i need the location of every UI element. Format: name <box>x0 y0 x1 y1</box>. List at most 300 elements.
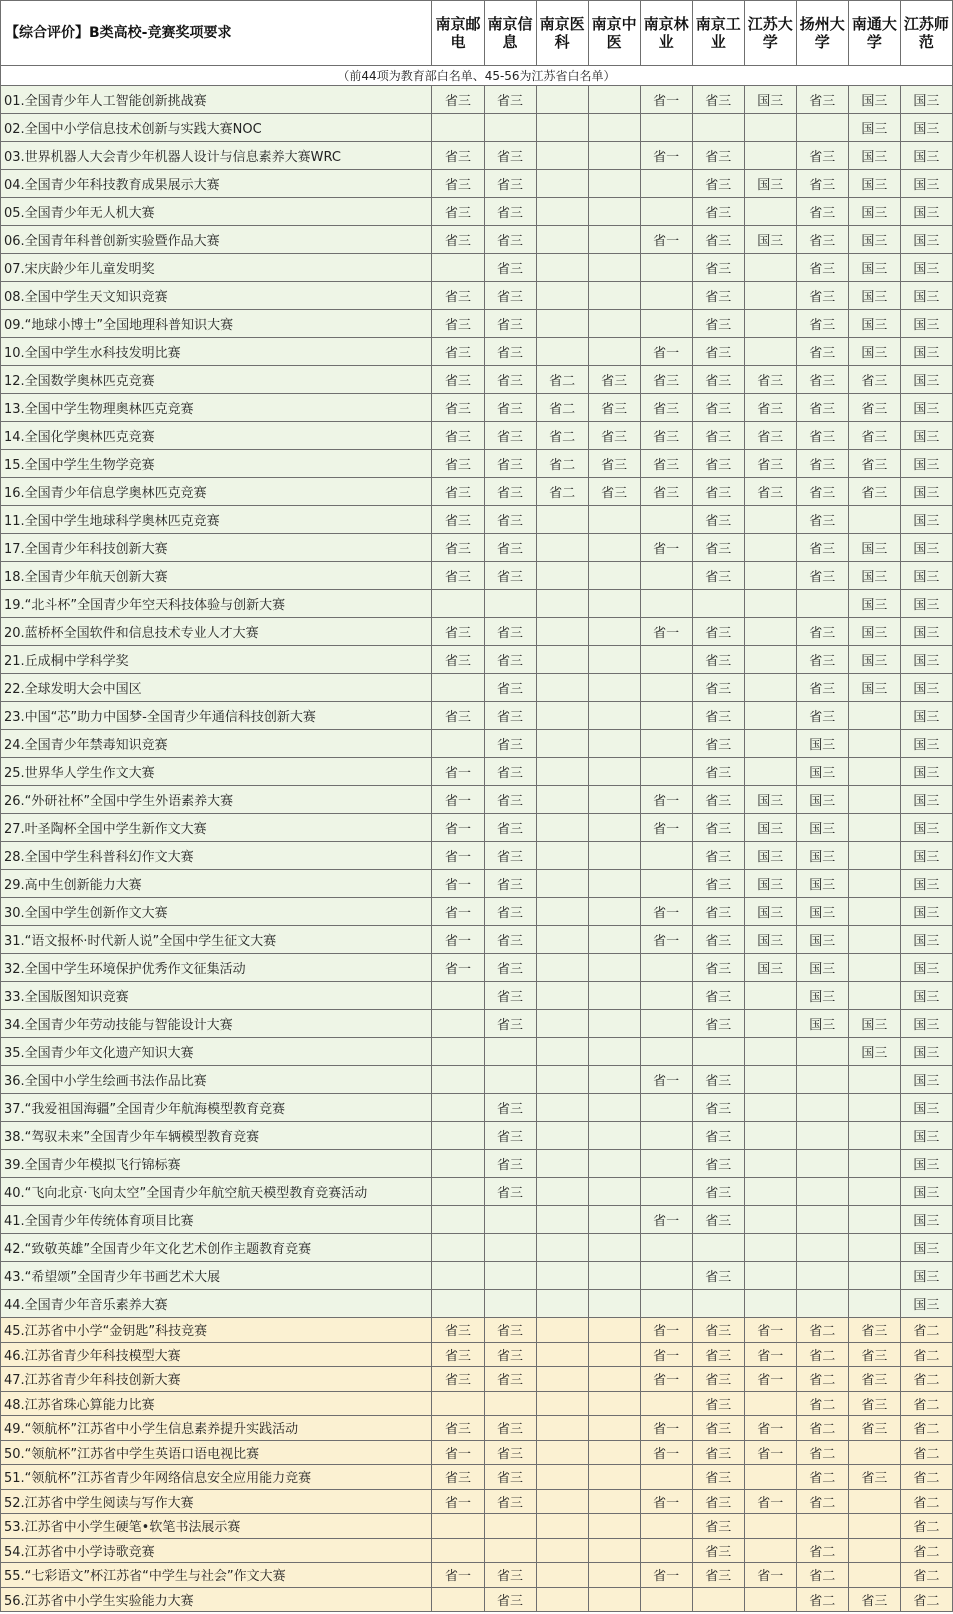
award-cell <box>536 1290 588 1318</box>
award-cell <box>588 1563 640 1588</box>
award-cell: 省三 <box>432 1318 484 1343</box>
award-cell <box>744 702 796 730</box>
award-cell: 省三 <box>432 198 484 226</box>
competition-name: 02.全国中小学信息技术创新与实践大赛NOC <box>1 114 432 142</box>
award-cell: 国三 <box>744 870 796 898</box>
award-cell: 省三 <box>484 198 536 226</box>
award-cell: 省三 <box>848 478 900 506</box>
award-cell: 省三 <box>588 450 640 478</box>
award-cell <box>484 1038 536 1066</box>
award-cell: 国三 <box>900 1122 952 1150</box>
award-cell <box>640 758 692 786</box>
award-cell: 省一 <box>640 926 692 954</box>
award-cell <box>432 674 484 702</box>
award-cell <box>796 1122 848 1150</box>
award-cell: 国三 <box>900 394 952 422</box>
award-cell: 省二 <box>796 1563 848 1588</box>
competition-name: 07.宋庆龄少年儿童发明奖 <box>1 254 432 282</box>
award-cell <box>640 282 692 310</box>
award-cell: 省三 <box>640 422 692 450</box>
award-cell <box>640 590 692 618</box>
award-cell: 省三 <box>796 394 848 422</box>
award-cell: 国三 <box>848 646 900 674</box>
competition-name: 20.蓝桥杯全国软件和信息技术专业人才大赛 <box>1 618 432 646</box>
award-cell <box>848 926 900 954</box>
award-cell: 省三 <box>588 394 640 422</box>
award-cell: 省三 <box>796 478 848 506</box>
award-cell <box>536 562 588 590</box>
award-cell <box>692 1587 744 1612</box>
award-cell: 国三 <box>900 338 952 366</box>
competition-name: 42.“致敬英雄”全国青少年文化艺术创作主题教育竞赛 <box>1 1234 432 1262</box>
header-row <box>1 1 953 66</box>
award-cell <box>588 1010 640 1038</box>
award-cell: 省二 <box>900 1318 952 1343</box>
award-cell: 省三 <box>432 366 484 394</box>
award-cell <box>588 814 640 842</box>
award-cell: 国三 <box>848 282 900 310</box>
award-cell: 省三 <box>848 1587 900 1612</box>
table-row <box>1 1514 953 1539</box>
award-cell <box>588 870 640 898</box>
award-cell: 国三 <box>848 226 900 254</box>
competition-name: 13.全国中学生物理奥林匹克竞赛 <box>1 394 432 422</box>
competition-name: 37.“我爱祖国海疆”全国青少年航海模型教育竞赛 <box>1 1094 432 1122</box>
award-cell: 省二 <box>536 478 588 506</box>
award-cell: 省三 <box>692 1538 744 1563</box>
award-cell: 省三 <box>692 1094 744 1122</box>
award-cell <box>536 1391 588 1416</box>
award-cell <box>484 1066 536 1094</box>
competition-name: 40.“飞向北京·飞向太空”全国青少年航空航天模型教育竞赛活动 <box>1 1178 432 1206</box>
award-cell <box>432 1206 484 1234</box>
award-cell: 国三 <box>796 758 848 786</box>
award-cell: 国三 <box>900 1150 952 1178</box>
award-cell: 省一 <box>744 1489 796 1514</box>
award-cell <box>848 1094 900 1122</box>
award-cell: 省三 <box>692 1150 744 1178</box>
award-cell <box>588 310 640 338</box>
award-cell: 国三 <box>796 926 848 954</box>
table-row <box>1 1038 953 1066</box>
award-cell: 国三 <box>900 842 952 870</box>
competition-name: 08.全国中学生天文知识竞赛 <box>1 282 432 310</box>
award-cell: 省二 <box>796 1416 848 1441</box>
award-cell <box>796 114 848 142</box>
competition-name: 18.全国青少年航天创新大赛 <box>1 562 432 590</box>
award-cell: 省二 <box>536 450 588 478</box>
award-cell: 国三 <box>744 842 796 870</box>
award-cell: 省三 <box>796 254 848 282</box>
award-cell <box>588 786 640 814</box>
award-cell <box>536 814 588 842</box>
award-cell <box>432 1587 484 1612</box>
award-cell: 省三 <box>432 282 484 310</box>
award-cell: 国三 <box>796 1010 848 1038</box>
award-cell <box>744 674 796 702</box>
competition-name: 22.全球发明大会中国区 <box>1 674 432 702</box>
award-cell: 国三 <box>900 954 952 982</box>
award-cell: 省三 <box>692 1342 744 1367</box>
table-row <box>1 1010 953 1038</box>
award-cell <box>848 1290 900 1318</box>
competition-name: 24.全国青少年禁毒知识竞赛 <box>1 730 432 758</box>
award-cell <box>536 338 588 366</box>
award-cell <box>432 1290 484 1318</box>
award-cell <box>588 1122 640 1150</box>
award-cell <box>744 198 796 226</box>
award-cell: 国三 <box>796 814 848 842</box>
award-cell: 国三 <box>848 310 900 338</box>
award-cell <box>796 1262 848 1290</box>
whitelist-note: （前44项为教育部白名单、45-56为江苏省白名单） <box>1 66 953 86</box>
award-cell: 省三 <box>692 702 744 730</box>
award-cell <box>848 758 900 786</box>
award-cell: 省三 <box>484 142 536 170</box>
award-cell: 省二 <box>900 1416 952 1441</box>
award-cell: 省一 <box>744 1342 796 1367</box>
award-cell: 省一 <box>640 1367 692 1392</box>
award-cell <box>848 1514 900 1539</box>
award-cell <box>744 730 796 758</box>
table-row <box>1 954 953 982</box>
award-cell: 国三 <box>744 954 796 982</box>
award-cell: 省二 <box>796 1587 848 1612</box>
university-header: 南通大学 <box>848 1 900 66</box>
award-cell <box>432 590 484 618</box>
award-cell: 国三 <box>848 86 900 114</box>
award-cell <box>796 1234 848 1262</box>
table-row <box>1 170 953 198</box>
table-row <box>1 1094 953 1122</box>
competition-name: 12.全国数学奥林匹克竞赛 <box>1 366 432 394</box>
award-cell <box>744 618 796 646</box>
award-cell: 省三 <box>692 1489 744 1514</box>
award-cell <box>588 534 640 562</box>
award-cell <box>432 1234 484 1262</box>
award-cell <box>692 1038 744 1066</box>
award-cell: 省三 <box>692 1010 744 1038</box>
competition-name: 43.“希望颂”全国青少年书画艺术大展 <box>1 1262 432 1290</box>
award-cell: 省三 <box>692 674 744 702</box>
award-cell <box>536 310 588 338</box>
university-header: 南京林业 <box>640 1 692 66</box>
competition-name: 34.全国青少年劳动技能与智能设计大赛 <box>1 1010 432 1038</box>
award-cell <box>536 954 588 982</box>
award-cell <box>536 1416 588 1441</box>
award-cell <box>588 198 640 226</box>
award-cell: 国三 <box>900 758 952 786</box>
award-cell: 国三 <box>796 954 848 982</box>
award-cell: 省一 <box>432 926 484 954</box>
award-cell: 省三 <box>484 1367 536 1392</box>
award-cell <box>744 1514 796 1539</box>
award-cell: 省三 <box>848 366 900 394</box>
award-cell: 国三 <box>900 926 952 954</box>
award-cell <box>640 562 692 590</box>
award-cell <box>744 1538 796 1563</box>
competition-name: 48.江苏省珠心算能力比赛 <box>1 1391 432 1416</box>
award-cell: 省三 <box>432 562 484 590</box>
award-cell: 省三 <box>692 814 744 842</box>
award-cell <box>640 198 692 226</box>
award-cell: 国三 <box>900 310 952 338</box>
award-cell: 国三 <box>900 870 952 898</box>
award-cell <box>588 982 640 1010</box>
award-cell <box>848 842 900 870</box>
competition-name: 28.全国中学生科普科幻作文大赛 <box>1 842 432 870</box>
table-row <box>1 982 953 1010</box>
award-cell: 省三 <box>484 422 536 450</box>
award-cell <box>744 1290 796 1318</box>
award-cell <box>848 1150 900 1178</box>
award-cell <box>640 702 692 730</box>
award-cell <box>588 86 640 114</box>
award-cell: 省二 <box>796 1318 848 1343</box>
award-cell <box>588 114 640 142</box>
award-cell: 国三 <box>848 198 900 226</box>
award-cell <box>536 534 588 562</box>
award-cell: 省三 <box>692 982 744 1010</box>
award-cell: 省三 <box>432 394 484 422</box>
award-cell <box>744 1094 796 1122</box>
award-cell: 省一 <box>744 1318 796 1343</box>
award-cell <box>588 674 640 702</box>
award-cell: 省一 <box>640 1206 692 1234</box>
award-cell: 省三 <box>484 534 536 562</box>
competition-name: 38.“驾驭未来”全国青少年车辆模型教育竞赛 <box>1 1122 432 1150</box>
award-cell: 省三 <box>432 506 484 534</box>
award-cell: 省三 <box>692 534 744 562</box>
award-cell <box>588 1150 640 1178</box>
award-cell <box>796 1206 848 1234</box>
competition-name: 15.全国中学生生物学竞赛 <box>1 450 432 478</box>
competition-name: 51.“领航杯”江苏省青少年网络信息安全应用能力竞赛 <box>1 1465 432 1490</box>
university-header: 扬州大学 <box>796 1 848 66</box>
award-cell: 省三 <box>692 1465 744 1490</box>
award-cell <box>640 954 692 982</box>
award-cell: 省二 <box>900 1391 952 1416</box>
award-cell <box>848 1178 900 1206</box>
award-cell <box>640 842 692 870</box>
award-cell: 省二 <box>796 1391 848 1416</box>
award-cell: 国三 <box>900 786 952 814</box>
award-cell <box>588 1234 640 1262</box>
award-cell: 省三 <box>692 1178 744 1206</box>
award-cell: 省三 <box>484 1465 536 1490</box>
competition-name: 14.全国化学奥林匹克竞赛 <box>1 422 432 450</box>
award-cell: 国三 <box>848 1010 900 1038</box>
award-cell: 国三 <box>900 534 952 562</box>
award-cell: 省二 <box>900 1465 952 1490</box>
award-cell: 省三 <box>692 1514 744 1539</box>
award-cell <box>848 1440 900 1465</box>
award-cell: 省三 <box>692 562 744 590</box>
award-cell <box>744 1465 796 1490</box>
award-cell: 国三 <box>900 618 952 646</box>
award-cell <box>536 1150 588 1178</box>
award-cell: 省三 <box>484 338 536 366</box>
award-cell <box>432 1262 484 1290</box>
award-cell: 省三 <box>484 394 536 422</box>
award-cell <box>640 310 692 338</box>
award-cell: 省三 <box>432 422 484 450</box>
award-cell: 省一 <box>432 842 484 870</box>
award-cell: 省三 <box>432 1416 484 1441</box>
award-cell <box>588 254 640 282</box>
award-cell <box>432 730 484 758</box>
competition-name: 17.全国青少年科技创新大赛 <box>1 534 432 562</box>
award-cell: 省三 <box>484 478 536 506</box>
award-cell: 省二 <box>796 1342 848 1367</box>
award-cell <box>536 758 588 786</box>
award-cell <box>848 1206 900 1234</box>
competition-name: 31.“语文报杯·时代新人说”全国中学生征文大赛 <box>1 926 432 954</box>
award-cell: 省三 <box>692 86 744 114</box>
award-cell: 省三 <box>484 702 536 730</box>
award-cell: 省三 <box>796 338 848 366</box>
award-cell <box>536 1367 588 1392</box>
award-cell: 省三 <box>692 394 744 422</box>
award-cell: 省三 <box>796 282 848 310</box>
award-cell <box>536 1587 588 1612</box>
award-cell <box>588 1440 640 1465</box>
award-cell: 省三 <box>432 226 484 254</box>
award-cell: 省三 <box>640 450 692 478</box>
award-cell: 国三 <box>848 674 900 702</box>
award-cell <box>848 1234 900 1262</box>
award-cell <box>536 1066 588 1094</box>
table-row <box>1 142 953 170</box>
university-header: 南京邮电 <box>432 1 484 66</box>
award-cell <box>432 1514 484 1539</box>
award-cell: 国三 <box>848 114 900 142</box>
competition-name: 25.世界华人学生作文大赛 <box>1 758 432 786</box>
award-cell <box>848 954 900 982</box>
award-cell: 国三 <box>900 450 952 478</box>
award-cell <box>744 1038 796 1066</box>
award-cell <box>536 870 588 898</box>
award-cell: 省二 <box>536 366 588 394</box>
award-cell <box>640 1094 692 1122</box>
award-cell: 省三 <box>484 646 536 674</box>
award-cell: 省三 <box>484 1342 536 1367</box>
award-cell: 国三 <box>796 870 848 898</box>
award-cell: 省三 <box>692 758 744 786</box>
award-cell: 省三 <box>432 646 484 674</box>
award-cell: 省三 <box>692 254 744 282</box>
university-header: 南京工业 <box>692 1 744 66</box>
award-cell: 省三 <box>484 758 536 786</box>
award-cell: 国三 <box>848 142 900 170</box>
table-row <box>1 534 953 562</box>
award-cell: 省三 <box>796 366 848 394</box>
award-cell: 省三 <box>484 562 536 590</box>
award-cell: 国三 <box>900 198 952 226</box>
award-cell: 省三 <box>796 562 848 590</box>
award-cell: 省二 <box>900 1367 952 1392</box>
table-row <box>1 366 953 394</box>
table-row <box>1 1416 953 1441</box>
award-cell: 省一 <box>432 1563 484 1588</box>
award-cell: 省二 <box>536 422 588 450</box>
table-row <box>1 1066 953 1094</box>
award-cell <box>588 338 640 366</box>
award-cell <box>744 1010 796 1038</box>
award-cell <box>432 1538 484 1563</box>
award-cell: 省三 <box>692 282 744 310</box>
award-cell: 省三 <box>484 282 536 310</box>
award-cell: 省一 <box>640 1318 692 1343</box>
award-cell: 国三 <box>848 562 900 590</box>
award-cell: 国三 <box>900 1094 952 1122</box>
award-cell <box>640 730 692 758</box>
award-cell: 国三 <box>900 674 952 702</box>
award-cell <box>796 590 848 618</box>
award-cell: 省三 <box>692 198 744 226</box>
award-cell <box>536 1563 588 1588</box>
award-cell <box>640 1122 692 1150</box>
award-cell <box>536 1234 588 1262</box>
award-cell <box>588 1066 640 1094</box>
award-cell <box>484 1290 536 1318</box>
award-cell <box>536 142 588 170</box>
award-cell <box>588 562 640 590</box>
award-cell: 省三 <box>692 1206 744 1234</box>
award-cell: 省三 <box>744 450 796 478</box>
award-cell <box>484 1206 536 1234</box>
award-cell <box>588 758 640 786</box>
award-cell <box>536 198 588 226</box>
award-cell: 省一 <box>640 898 692 926</box>
table-row <box>1 814 953 842</box>
award-cell: 省三 <box>484 814 536 842</box>
competition-name: 06.全国青年科普创新实验暨作品大赛 <box>1 226 432 254</box>
award-cell: 国三 <box>900 898 952 926</box>
award-cell <box>536 254 588 282</box>
award-cell <box>692 1234 744 1262</box>
table-row <box>1 870 953 898</box>
award-cell <box>640 1150 692 1178</box>
award-cell: 国三 <box>900 1234 952 1262</box>
award-cell: 省三 <box>848 1367 900 1392</box>
table-row <box>1 338 953 366</box>
award-cell <box>640 982 692 1010</box>
award-cell <box>536 1440 588 1465</box>
award-cell <box>536 1094 588 1122</box>
award-cell: 省一 <box>640 1416 692 1441</box>
award-cell: 省三 <box>484 674 536 702</box>
table-row <box>1 618 953 646</box>
award-cell: 省三 <box>484 170 536 198</box>
award-cell <box>640 870 692 898</box>
table-row <box>1 1489 953 1514</box>
award-cell <box>744 1206 796 1234</box>
note-row <box>1 66 953 86</box>
award-cell <box>848 786 900 814</box>
award-cell: 省二 <box>796 1367 848 1392</box>
table-row <box>1 1538 953 1563</box>
competition-name: 46.江苏省青少年科技模型大赛 <box>1 1342 432 1367</box>
award-cell <box>848 870 900 898</box>
table-title: 【综合评价】B类高校-竞赛奖项要求 <box>1 1 432 66</box>
competition-name: 36.全国中小学生绘画书法作品比赛 <box>1 1066 432 1094</box>
award-cell: 省三 <box>692 1318 744 1343</box>
award-cell <box>484 590 536 618</box>
award-cell: 省一 <box>640 618 692 646</box>
award-cell <box>744 1587 796 1612</box>
award-cell: 国三 <box>900 1262 952 1290</box>
